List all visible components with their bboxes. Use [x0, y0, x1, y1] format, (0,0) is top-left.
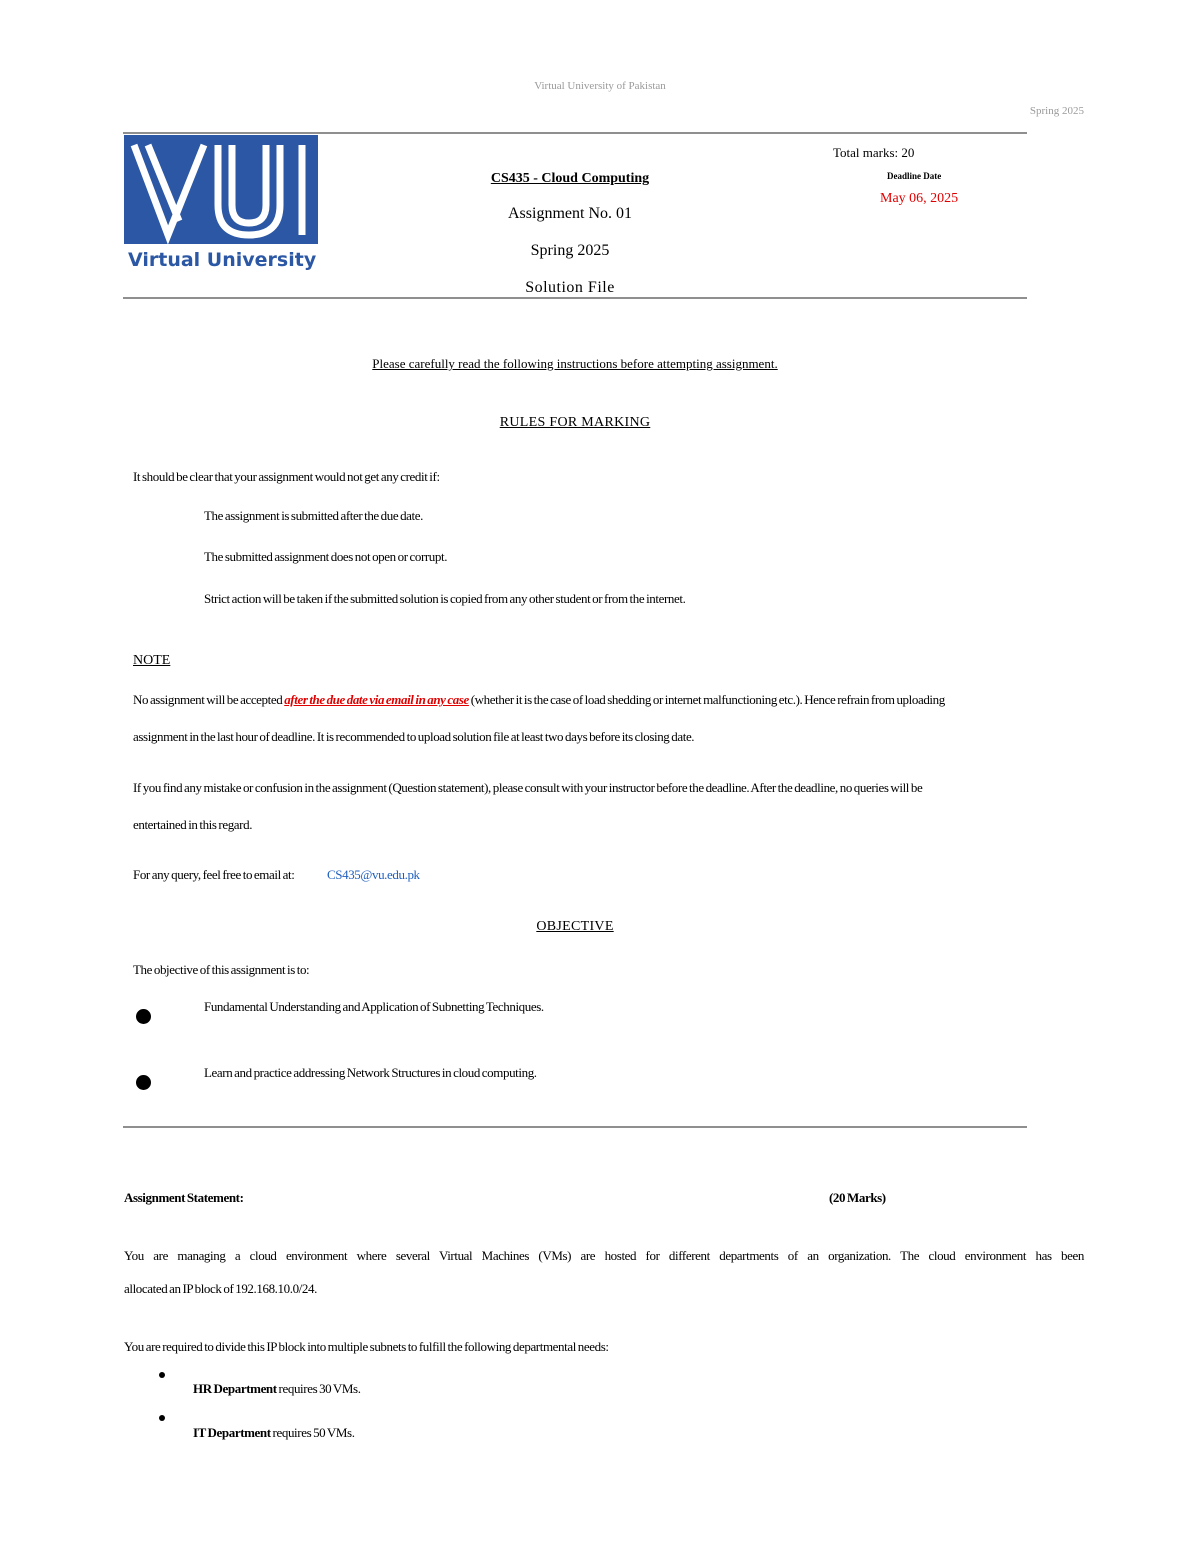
note-emphasis: after the due date via email in any case: [284, 692, 469, 707]
header-term: Spring 2025: [1029, 105, 1084, 117]
note-paragraph-1: [133, 692, 945, 708]
department-need: requires 30 VMs.: [276, 1381, 361, 1396]
statement-paragraph-1: You are managing a cloud environment where several Virtual Machines (VMs) are hosted for different departments of an organization. The cloud environment has been: [124, 1248, 1084, 1263]
statement-paragraph-2: You are required to divide this IP block into multiple subnets to fulfill the following departmental needs:: [124, 1339, 609, 1354]
file-type: Solution File: [525, 279, 615, 296]
contact-email-link[interactable]: CS435@vu.edu.pk: [327, 867, 420, 882]
instructions-heading: Please carefully read the following instructions before attempting assignment.: [372, 356, 778, 371]
department-item: [193, 1425, 355, 1441]
note-heading: NOTE: [133, 653, 171, 668]
deadline-label: Deadline Date: [887, 171, 942, 181]
department-name: IT Department: [193, 1425, 271, 1440]
vu-logo: [124, 135, 318, 272]
title-bottom-rule: [123, 297, 1027, 299]
bullet-icon: [136, 1009, 151, 1024]
rules-heading: RULES FOR MARKING: [499, 415, 651, 430]
bullet-icon: [159, 1372, 165, 1378]
query-label: For any query, feel free to email at:: [133, 867, 295, 882]
objective-bottom-rule: [123, 1126, 1027, 1128]
bullet-icon: [159, 1415, 165, 1421]
vu-logo-text: Virtual University: [128, 249, 317, 271]
statement-paragraph-1-line2: allocated an IP block of 192.168.10.0/24.: [124, 1281, 317, 1296]
objective-item: Learn and practice addressing Network Structures in cloud computing.: [204, 1065, 537, 1080]
rules-intro: It should be clear that your assignment would not get any credit if:: [133, 469, 440, 484]
note-paragraph-2-line2: entertained in this regard.: [133, 817, 253, 832]
department-name: HR Department: [193, 1381, 277, 1396]
objective-intro: The objective of this assignment is to:: [133, 962, 310, 977]
rule-item: Strict action will be taken if the submitted solution is copied from any other student or from the internet.: [204, 591, 686, 606]
header-university: Virtual University of Pakistan: [534, 80, 666, 92]
note-text: (whether it is the case of load shedding or internet malfunctioning etc.). Hence refrain from uploading: [468, 692, 945, 707]
vu-logo-icon: [124, 135, 318, 272]
objective-item: Fundamental Understanding and Application of Subnetting Techniques.: [204, 999, 544, 1014]
rule-item: The assignment is submitted after the due date.: [204, 508, 423, 523]
total-marks: Total marks: 20: [833, 145, 915, 160]
note-paragraph-1-line2: assignment in the last hour of deadline. It is recommended to upload solution file at least two days before its closing date.: [133, 729, 695, 744]
top-rule: [123, 132, 1027, 134]
rule-item: The submitted assignment does not open or corrupt.: [204, 549, 448, 564]
note-paragraph-2: If you find any mistake or confusion in the assignment (Question statement), please consult with your instructor before the deadline. After the deadline, no queries will be: [133, 780, 923, 795]
assignment-term: Spring 2025: [530, 242, 610, 259]
department-need: requires 50 VMs.: [270, 1425, 355, 1440]
note-text: No assignment will be accepted: [133, 692, 285, 707]
statement-heading: Assignment Statement:: [124, 1190, 244, 1205]
department-item: [193, 1381, 361, 1397]
course-title: CS435 - Cloud Computing: [490, 171, 650, 186]
bullet-icon: [136, 1075, 151, 1090]
assignment-number: Assignment No. 01: [508, 205, 632, 222]
statement-marks: (20 Marks): [829, 1190, 886, 1205]
objective-heading: OBJECTIVE: [536, 919, 614, 934]
deadline-date: May 06, 2025: [880, 191, 959, 206]
